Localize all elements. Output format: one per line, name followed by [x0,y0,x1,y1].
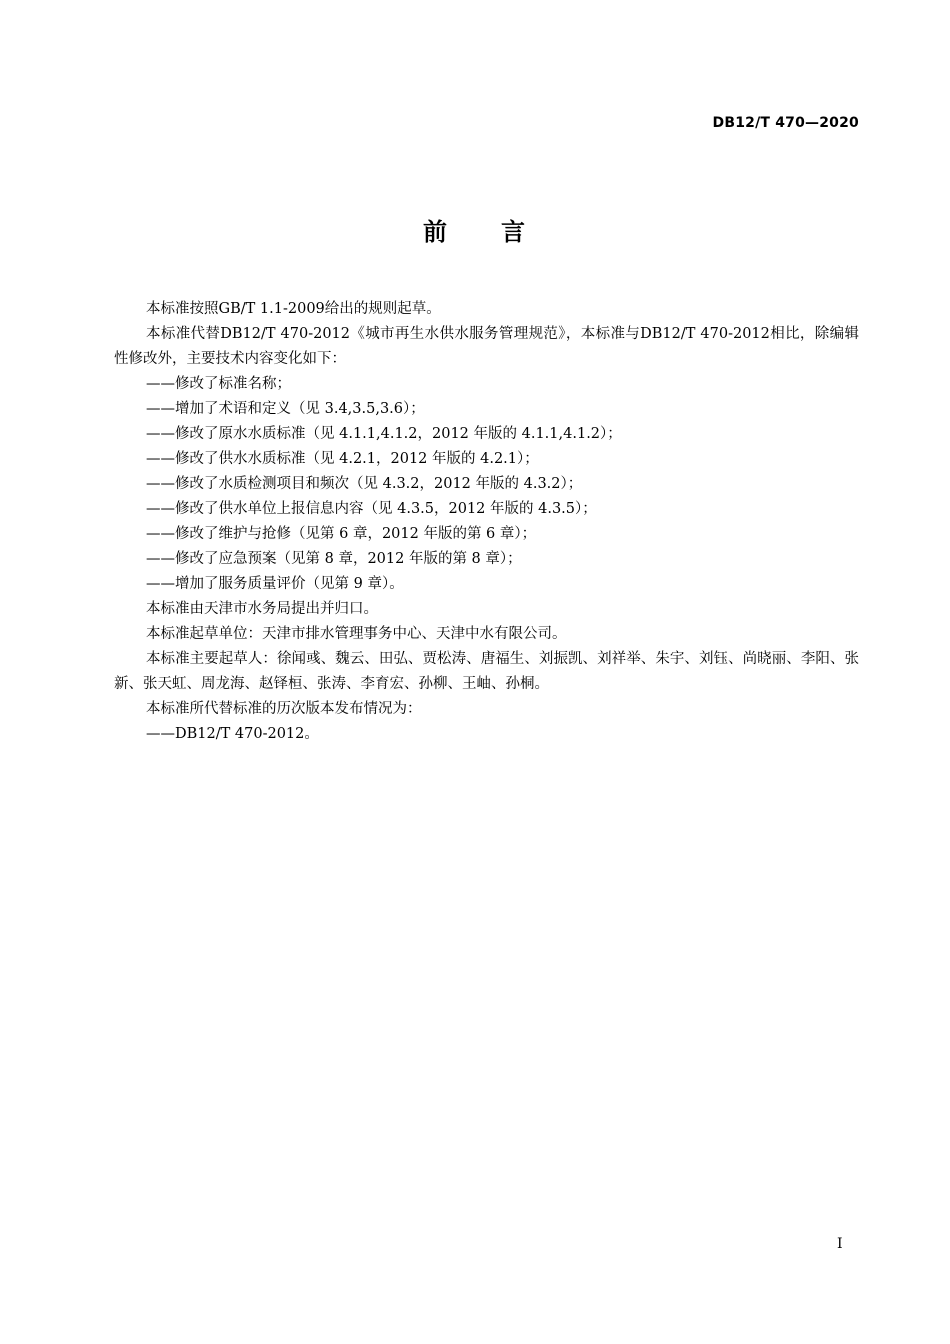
list-item: ——增加了术语和定义（见 3.4,3.5,3.6）； [146,401,425,417]
title-char-2: 言 [501,218,527,246]
list-item: ——修改了维护与抢修（见第 6 章，2012 年版的第 6 章）； [146,526,537,542]
paragraph: 本标准按照GB/T 1.1-2009给出的规则起草。 [146,301,441,317]
list-item: ——DB12/T 470-2012。 [146,726,319,742]
foreword-body [114,297,859,747]
list-item: ——修改了标准名称； [146,376,291,392]
paragraph: 本标准由天津市水务局提出并归口。 [146,601,378,617]
paragraph: 本标准起草单位：天津市排水管理事务中心、天津中水有限公司。 [146,626,567,642]
page-number: I [837,1236,843,1252]
paragraph: 本标准所代替标准的历次版本发布情况为： [146,701,422,717]
list-item: ——修改了供水水质标准（见 4.2.1，2012 年版的 4.2.1）； [146,451,539,467]
paragraph: 本标准代替DB12/T 470-2012《城市再生水供水服务管理规范》，本标准与DB12/T 470-2012相比，除编辑性修改外，主要技术内容变化如下： [114,326,859,367]
list-item: ——修改了水质检测项目和频次（见 4.3.2，2012 年版的 4.3.2）； [146,476,583,492]
list-item: ——修改了原水水质标准（见 4.1.1,4.1.2，2012 年版的 4.1.1,4.1.2）； [146,426,622,442]
paragraph: 本标准主要起草人：徐闻彧、魏云、田弘、贾松涛、唐福生、刘振凯、刘祥举、朱宇、刘钰、尚晓丽、李阳、张新、张天虹、周龙海、赵铎桓、张涛、李育宏、孙柳、王岫、孙桐。 [114,651,859,692]
standard-code: DB12/T 470—2020 [712,115,859,131]
page-title [0,212,950,247]
title-char-1: 前 [423,218,449,246]
list-item: ——修改了供水单位上报信息内容（见 4.3.5，2012 年版的 4.3.5）； [146,501,597,517]
list-item: ——修改了应急预案（见第 8 章，2012 年版的第 8 章）； [146,551,522,567]
list-item: ——增加了服务质量评价（见第 9 章）。 [146,576,404,592]
